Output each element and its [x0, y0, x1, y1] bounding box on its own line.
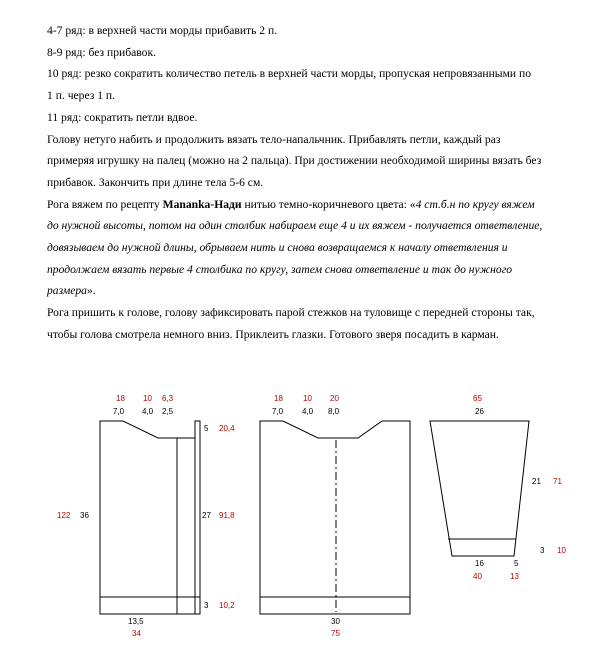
horns-mid: нитью темно-коричневого цвета: « [241, 197, 416, 211]
instructions-text [47, 20, 578, 346]
sleeve-bottom-red-3: 10 [557, 546, 566, 555]
back-top-red-2: 10 [303, 394, 312, 403]
front-left-black: 36 [80, 511, 89, 520]
back-bottom-black: 30 [331, 617, 340, 626]
front-right-black-2: 27 [202, 511, 211, 520]
sleeve-diagram [430, 394, 566, 581]
front-top-black-2: 4,0 [142, 407, 154, 416]
front-left-red: 122 [57, 511, 71, 520]
sleeve-bottom-red-2: 13 [510, 572, 519, 581]
back-piece-outline [260, 421, 410, 614]
front-top-black-1: 7,0 [113, 407, 125, 416]
back-top-red-3: 20 [330, 394, 339, 403]
horns-author: Mananka-Нади [162, 197, 242, 211]
front-right-black-3: 3 [204, 601, 209, 610]
front-right-red-2: 91,8 [219, 511, 235, 520]
sleeve-bottom-black-2: 5 [514, 559, 519, 568]
head-line-3: прибавок. Закончить при длине тела 5-6 см. [47, 175, 264, 189]
pattern-diagrams [0, 380, 603, 663]
sleeve-bottom-black-1: 16 [475, 559, 484, 568]
head-line-2: примеряя игрушку на палец (можно на 2 пальца). При достижении необходимой ширины вязать без [47, 154, 542, 168]
front-piece-outline [100, 421, 200, 614]
back-top-red-1: 18 [274, 394, 283, 403]
row-4-7: 4-7 ряд: в верхней части морды прибавить 2 п. [47, 24, 278, 37]
horns-italic-5: размера [47, 284, 87, 298]
horns-italic-2: до нужной высоты, потом на один столбик набираем еще 4 и их вяжем - получается ответвление, [47, 219, 543, 233]
sleeve-bottom-black-3: 3 [540, 546, 545, 555]
front-bottom-red: 34 [132, 629, 141, 638]
horns-end: ». [86, 284, 96, 298]
horns-line-1 [47, 194, 578, 216]
row-10-line-1: 10 ряд: резко сократить количество петель в верхней части морды, пропуская непровязанными по [47, 67, 532, 81]
sleeve-side-red: 71 [553, 477, 562, 486]
sew-line-2: чтобы голова смотрела немного вниз. Приклеить глазки. Готового зверя посадить в карман. [47, 327, 499, 341]
front-top-red-2: 10 [143, 394, 152, 403]
horns-italic-1: 4 ст.б.н по кругу вяжем [415, 197, 535, 211]
row-10-line-2: 1 п. через 1 п. [47, 89, 116, 103]
front-bottom-black: 13,5 [128, 617, 144, 626]
horns-pre: Рога вяжем по рецепту [47, 197, 163, 211]
row-11: 11 ряд: сократить петли вдвое. [47, 110, 198, 124]
head-line-1: Голову нетуго набить и продолжить вязать тело-напальчник. Прибавлять петли, каждый раз [47, 132, 501, 146]
front-right-red-3: 10,2 [219, 601, 235, 610]
sleeve-top-red: 65 [473, 394, 482, 403]
sleeve-side-black: 21 [532, 477, 541, 486]
front-right-black-1: 5 [204, 424, 209, 433]
back-piece-diagram [260, 394, 410, 638]
horns-italic-4: продолжаем вязать первые 4 столбика по кругу, затем снова ответвление и так до нужного [47, 262, 513, 276]
front-right-red-1: 20,4 [219, 424, 235, 433]
back-top-black-2: 4,0 [302, 407, 314, 416]
front-piece-diagram [57, 394, 235, 638]
sleeve-outline [430, 421, 529, 556]
front-top-red-3: 6,3 [162, 394, 174, 403]
sleeve-top-black: 26 [475, 407, 484, 416]
back-top-black-3: 8,0 [328, 407, 340, 416]
back-bottom-red: 75 [331, 629, 340, 638]
back-top-black-1: 7,0 [272, 407, 284, 416]
sleeve-bottom-red-1: 40 [473, 572, 482, 581]
sew-line-1: Рога пришить к голове, голову зафиксировать парой стежков на туловище с передней стороны так, [47, 306, 535, 320]
front-top-black-3: 2,5 [162, 407, 174, 416]
horns-line-last [47, 280, 578, 302]
front-placket [177, 438, 195, 614]
row-8-9: 8-9 ряд: без прибавок. [47, 45, 156, 59]
front-top-red-1: 18 [116, 394, 125, 403]
horns-italic-3: довязываем до нужной длины, обрываем нить и снова возвращаемся к началу ответвления и [47, 241, 508, 255]
